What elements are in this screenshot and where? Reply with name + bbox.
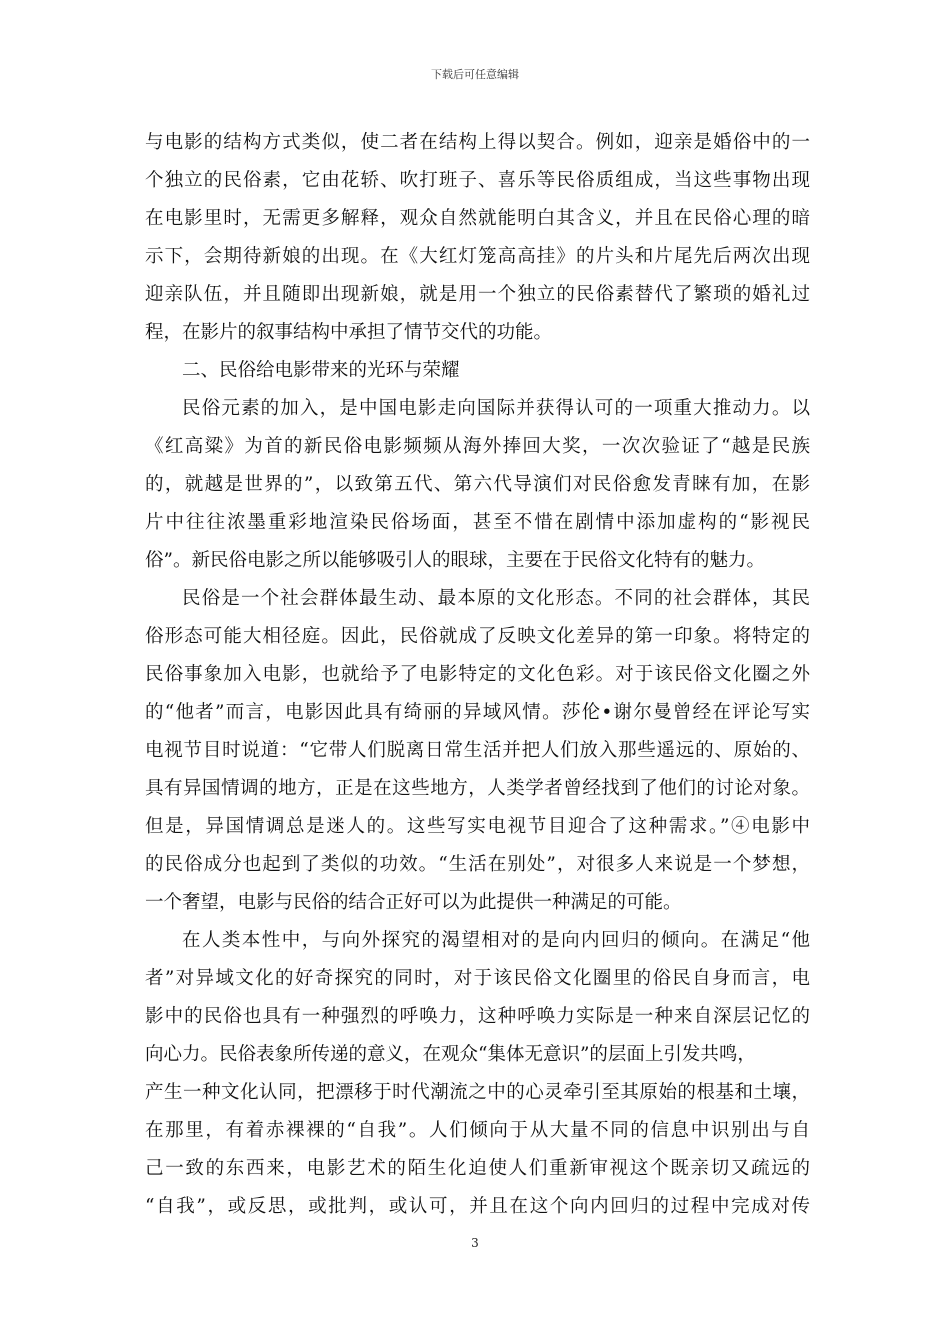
- page-header: 下载后可任意编辑: [431, 68, 519, 81]
- text-line: 影中的民俗也具有一种强烈的呼唤力，这种呼唤力实际是一种来自深层记忆的: [145, 1006, 810, 1027]
- text-line: 迎亲队伍，并且随即出现新娘，就是用一个独立的民俗素替代了繁琐的婚礼过: [145, 284, 810, 305]
- text-line: 个独立的民俗素，它由花轿、吹打班子、喜乐等民俗质组成，当这些事物出现: [145, 170, 810, 191]
- text-line: 具有异国情调的地方，正是在这些地方，人类学者曾经找到了他们的讨论对象。: [145, 778, 810, 799]
- text-line: 产生一种文化认同，把漂移于时代潮流之中的心灵牵引至其原始的根基和土壤，: [145, 1082, 810, 1103]
- text-line: 己一致的东西来，电影艺术的陌生化迫使人们重新审视这个既亲切又疏远的: [145, 1158, 810, 1179]
- text-line: 民俗是一个社会群体最生动、最本原的文化形态。不同的社会群体，其民: [182, 588, 810, 609]
- text-line: 民俗事象加入电影，也就给予了电影特定的文化色彩。对于该民俗文化圈之外: [145, 664, 810, 685]
- text-line: 电视节目时说道：“它带人们脱离日常生活并把人们放入那些遥远的、原始的、: [145, 740, 810, 761]
- text-line: 的，就越是世界的”，以致第五代、第六代导演们对民俗愈发青睐有加，在影: [145, 474, 810, 495]
- text-line: 片中往往浓墨重彩地渲染民俗场面，甚至不惜在剧情中添加虚构的“影视民: [145, 512, 810, 533]
- text-line: 示下，会期待新娘的出现。在《大红灯笼高高挂》的片头和片尾先后两次出现: [145, 246, 810, 267]
- text-line: 《红高粱》为首的新民俗电影频频从海外捧回大奖，一次次验证了“越是民族: [145, 436, 810, 457]
- text-line: 的“他者”而言，电影因此具有绮丽的异域风情。莎伦•谢尔曼曾经在评论写实: [145, 702, 810, 723]
- body-text: [145, 124, 810, 1226]
- text-line: 在电影里时，无需更多解释，观众自然就能明白其含义，并且在民俗心理的暗: [145, 208, 810, 229]
- text-line: 俗”。新民俗电影之所以能够吸引人的眼球，主要在于民俗文化特有的魅力。: [145, 550, 765, 571]
- text-line: 程，在影片的叙事结构中承担了情节交代的功能。: [145, 322, 553, 343]
- text-line: 在人类本性中，与向外探究的渴望相对的是向内回归的倾向。在满足“他: [182, 930, 810, 951]
- page-number: 3: [471, 1236, 479, 1250]
- text-line: 在那里，有着赤裸裸的“自我”。人们倾向于从大量不同的信息中识别出与自: [145, 1120, 810, 1141]
- text-line: “自我”，或反思，或批判，或认可，并且在这个向内回归的过程中完成对传: [145, 1196, 810, 1217]
- text-line: 一个奢望，电影与民俗的结合正好可以为此提供一种满足的可能。: [145, 892, 682, 913]
- text-line: 二、民俗给电影带来的光环与荣耀: [182, 360, 460, 381]
- text-line: 者”对异域文化的好奇探究的同时，对于该民俗文化圈里的俗民自身而言，电: [145, 968, 810, 989]
- text-line: 俗形态可能大相径庭。因此，民俗就成了反映文化差异的第一印象。将特定的: [145, 626, 810, 647]
- text-line: 向心力。民俗表象所传递的意义，在观众“集体无意识”的层面上引发共鸣，: [145, 1044, 756, 1065]
- text-line: 与电影的结构方式类似，使二者在结构上得以契合。例如，迎亲是婚俗中的一: [145, 132, 810, 153]
- text-line: 的民俗成分也起到了类似的功效。“生活在别处”，对很多人来说是一个梦想，: [145, 854, 810, 875]
- text-line: 但是，异国情调总是迷人的。这些写实电视节目迎合了这种需求。”④电影中: [145, 816, 810, 837]
- text-line: 民俗元素的加入，是中国电影走向国际并获得认可的一项重大推动力。以: [182, 398, 810, 419]
